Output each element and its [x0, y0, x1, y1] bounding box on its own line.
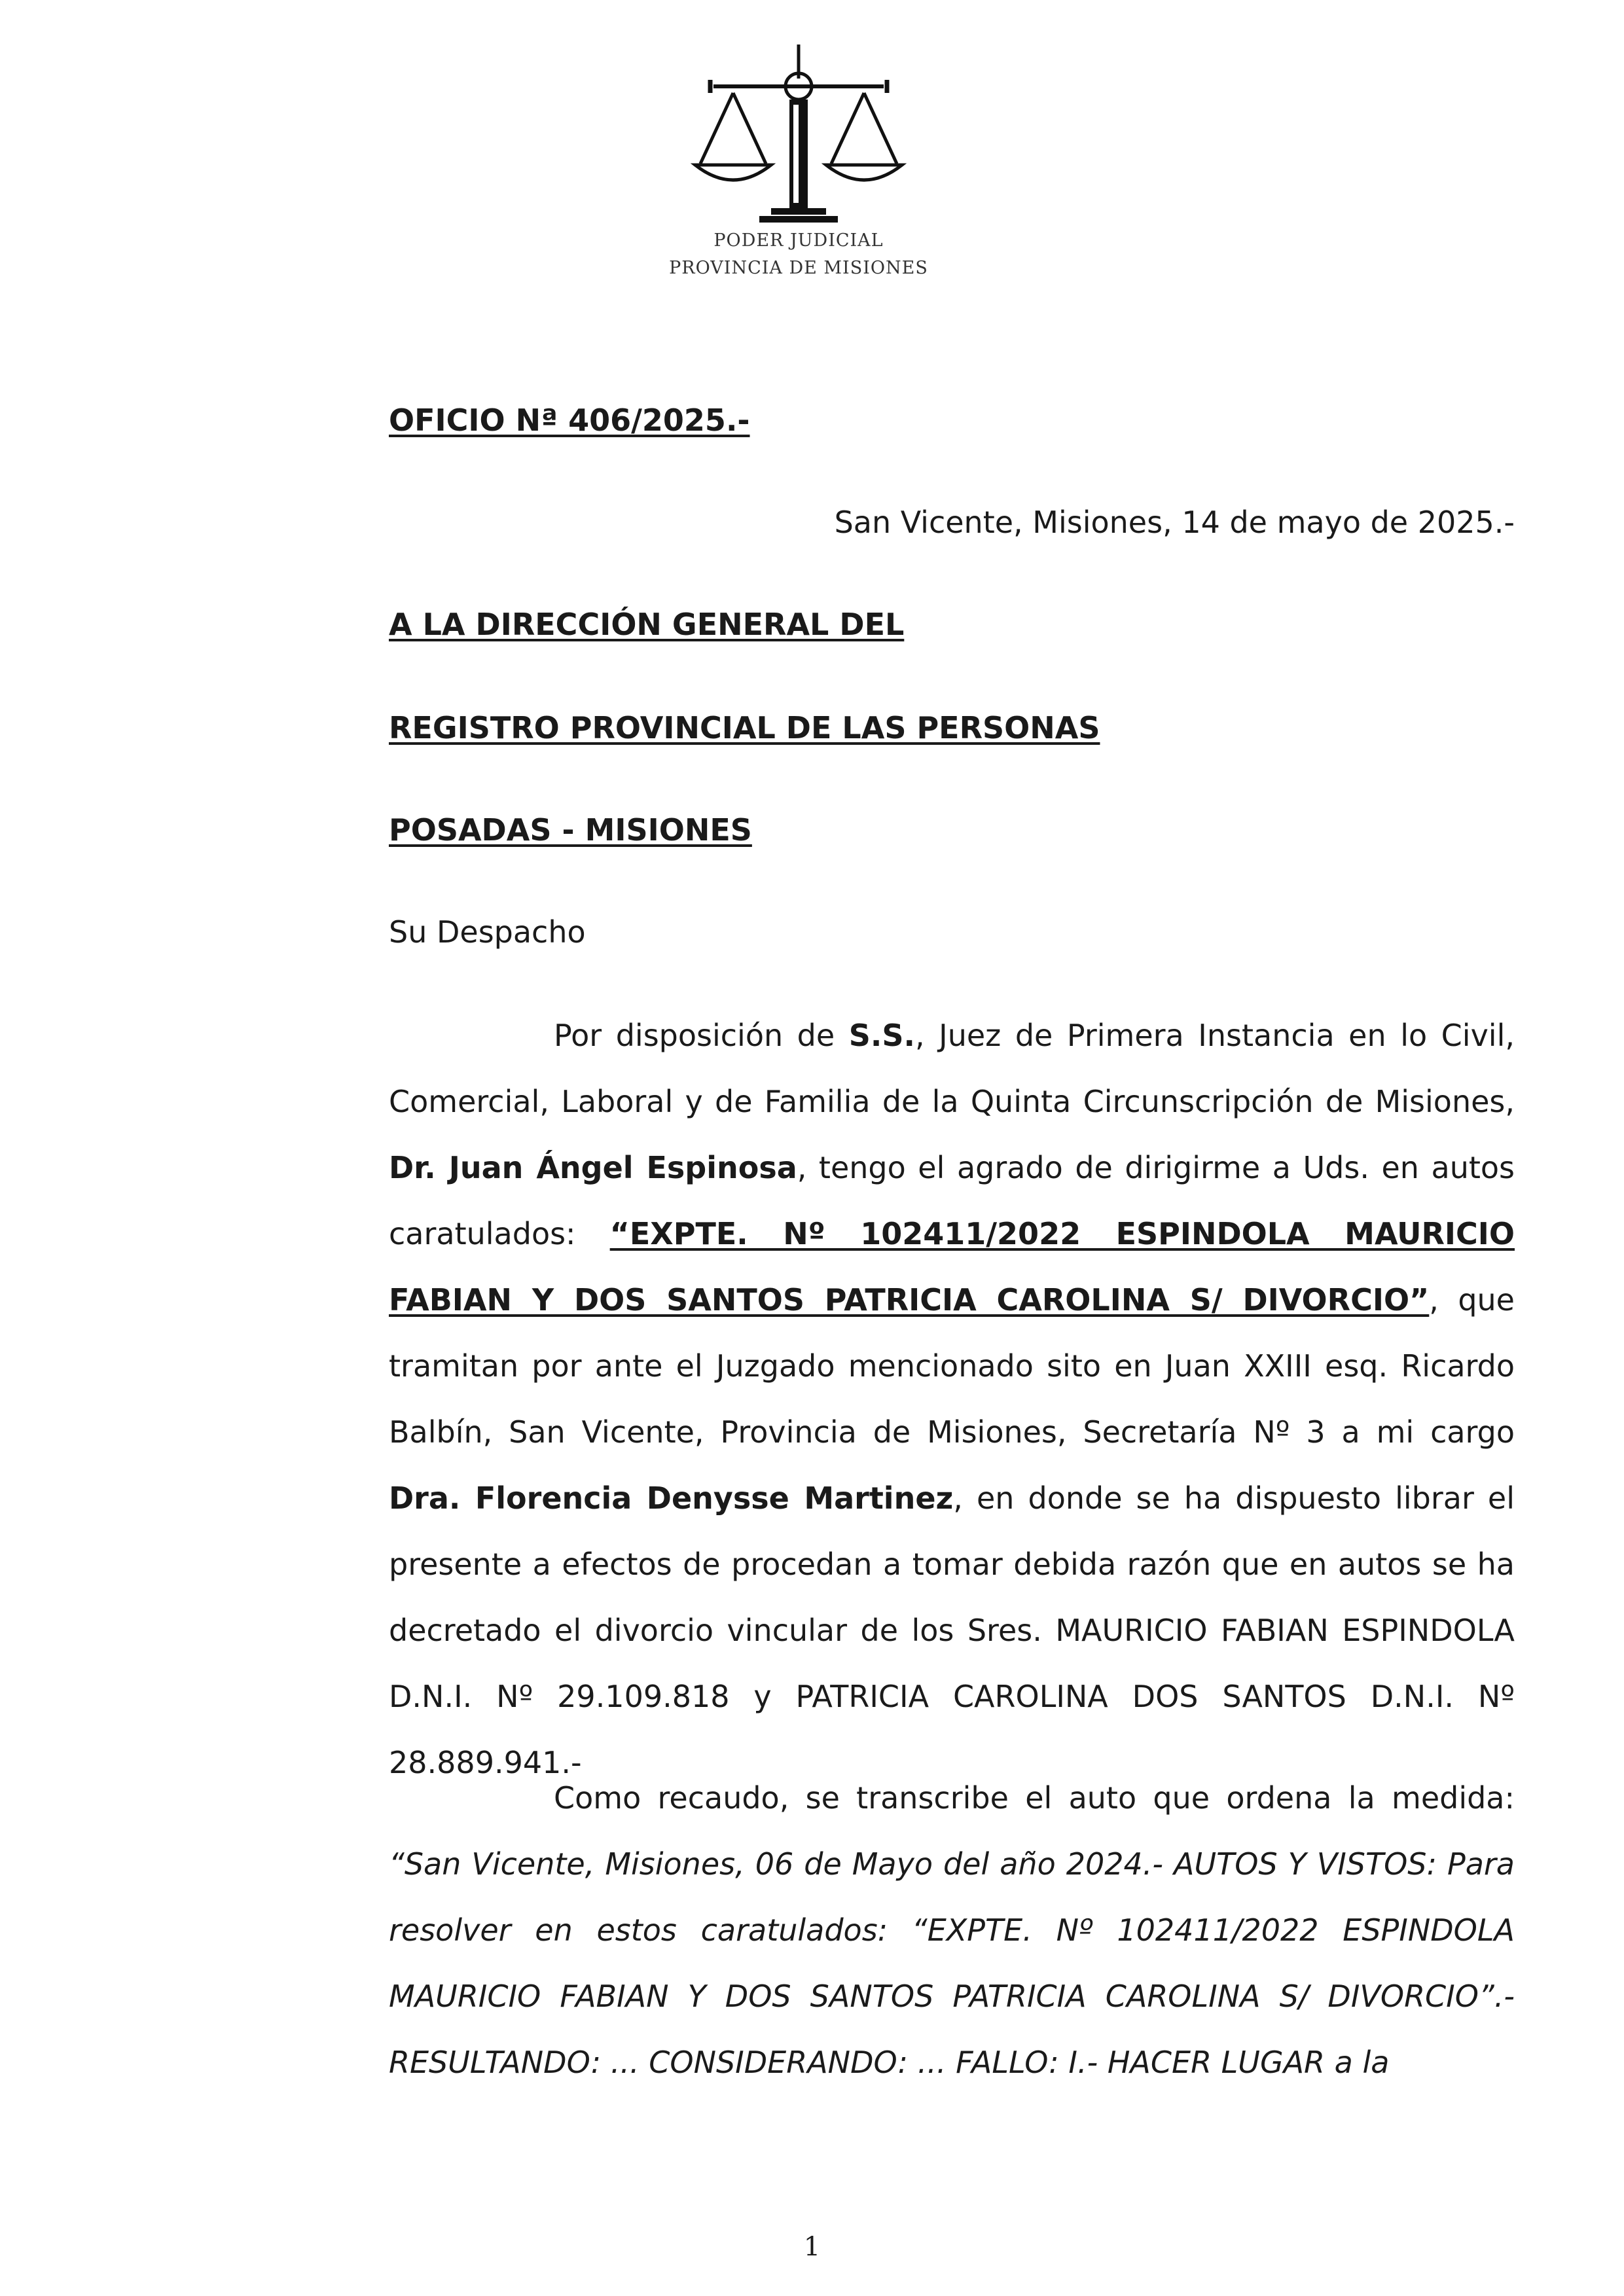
place-date: San Vicente, Misiones, 14 de mayo de 2025.- — [834, 505, 1515, 540]
p1-text-4: , que tramitan por ante el Juzgado mencionado sito en Juan XXIII esq. Ricardo Balbín, San Vicente, Provincia de Misiones, Secretaría Nº 3 a mi cargo — [389, 1282, 1515, 1450]
p1-text-3: , tengo el agrado de dirigirme a Uds. en autos caratulados: — [389, 1150, 1515, 1251]
seal-text-provincia: PROVINCIA DE MISIONES — [669, 258, 928, 278]
paragraph-1 — [389, 1003, 1515, 1796]
p1-text-1: Por disposición de — [554, 1018, 849, 1053]
oficio-number: OFICIO Nª 406/2025.- — [389, 403, 750, 438]
p1-text-5: , en donde se ha dispuesto librar el presente a efectos de procedan a tomar debida razón que en autos se ha decretado el divorcio vincular de los Sres. MAURICIO FABIAN ESPINDOLA D.N.I. Nº 29.109.818 y PATRICIA CAROLINA DOS SANTOS D.N.I. Nº 28.889.941.- — [389, 1480, 1515, 1780]
paragraph-2 — [389, 1765, 1515, 2096]
p1-case-title: “EXPTE. Nº 102411/2022 ESPINDOLA MAURICIO FABIAN Y DOS SANTOS PATRICIA CAROLINA S/ DIVORCIO” — [389, 1216, 1515, 1318]
recipient-line-1: A LA DIRECCIÓN GENERAL DEL — [389, 607, 905, 642]
seal-text-poder-judicial: PODER JUDICIAL — [713, 230, 884, 251]
recipient-line-2: REGISTRO PROVINCIAL DE LAS PERSONAS — [389, 710, 1100, 745]
scales-of-justice-icon — [661, 39, 936, 229]
p1-judge-name: Dr. Juan Ángel Espinosa — [389, 1150, 797, 1185]
greeting: Su Despacho — [389, 914, 586, 950]
page-number: 1 — [803, 2232, 821, 2262]
p1-text-2: , Juez de Primera Instancia en lo Civil, Comercial, Laboral y de Familia de la Quinta Circunscripción de Misiones, — [389, 1018, 1515, 1119]
p2-text-1: Como recaudo, se transcribe el auto que ordena la medida: — [554, 1780, 1515, 1816]
court-seal — [661, 39, 936, 288]
p1-ss: S.S. — [848, 1018, 915, 1053]
p1-secretary-name: Dra. Florencia Denysse Martinez — [389, 1480, 954, 1516]
recipient-line-3: POSADAS - MISIONES — [389, 812, 752, 848]
p2-quote: “San Vicente, Misiones, 06 de Mayo del año 2024.- AUTOS Y VISTOS: Para resolver en estos caratulados: “EXPTE. Nº 102411/2022 ESPINDOLA MAURICIO FABIAN Y DOS SANTOS PATRICIA CAROLINA S/ DIVORCIO”.- RESULTANDO: ... CONSIDERANDO: ... FALLO: I.- HACER LUGAR a la — [389, 1846, 1515, 2080]
